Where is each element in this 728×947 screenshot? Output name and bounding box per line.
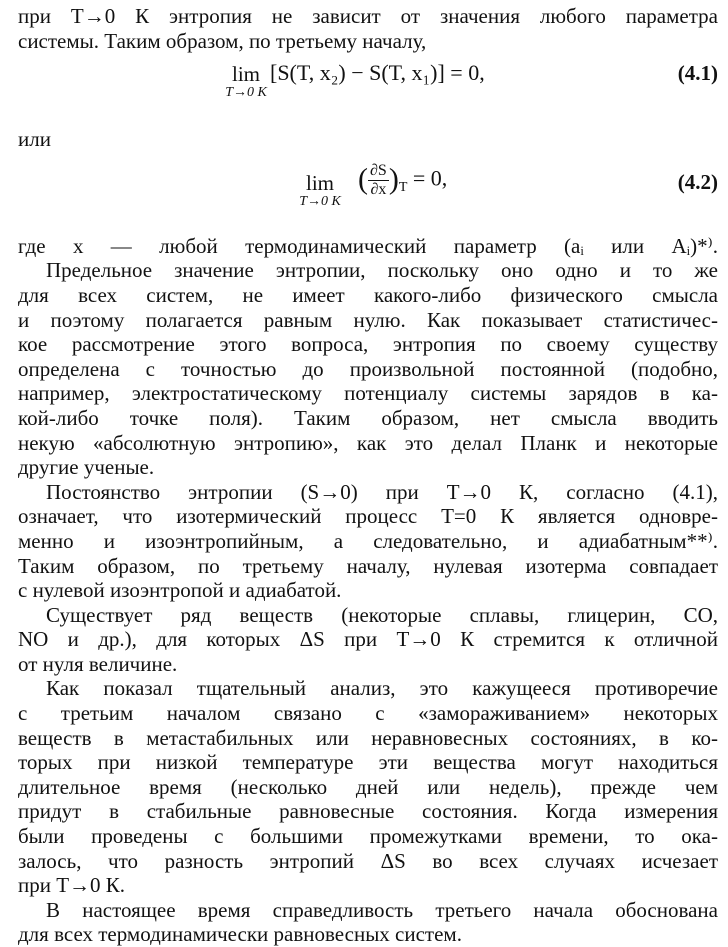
text-line: Существует ряд веществ (некоторые сплавы, глицерин, CO,: [46, 602, 718, 627]
formula-expression: ( $\frac{\partial S}{\partial x}$ )$_T = 0$,: [358, 161, 448, 198]
formula-4-1: [18, 53, 718, 127]
text-line: некую «абсолютную энтропию», как это делал Планк и некоторые: [18, 430, 718, 455]
text-line: от нуля величине.: [18, 651, 178, 676]
text-line: для всех термодинамически равновесных систем.: [18, 922, 462, 947]
text-line: с третьим началом связано с «замораживанием» некоторых: [18, 701, 718, 726]
text-line: Таким образом, по третьему началу, нулевая изотерма совпадает: [18, 553, 718, 578]
text-line: при T→0 К энтропия не зависит от значения любого параметра: [18, 4, 718, 28]
text-line: и поэтому полагается равным нулю. Как показывает статистичес-: [18, 307, 718, 332]
text-line: торых при низкой температуре эти вещества могут находиться: [18, 750, 718, 775]
equation-number: (4.1): [677, 61, 718, 86]
text-line: кое рассмотрение этого вопроса, энтропия по своему существу: [18, 332, 718, 357]
formula-4-2: [18, 152, 718, 234]
text-line: длительное время (несколько дней или недель), прежде чем: [18, 774, 718, 799]
document-page: [18, 4, 718, 947]
text-line: для всех систем, не имеет какого-либо физического смысла: [18, 282, 718, 307]
text-line: NO и др.), для которых ΔS при T→0 К стремится к отличной: [18, 627, 718, 652]
limit-operator: lim T→0 К: [225, 62, 267, 101]
text-line: менно и изоэнтропийным, а следовательно, и адиабатным**⁾.: [18, 528, 718, 553]
text-line: означает, что изотермический процесс T=0 К является одновре-: [18, 504, 718, 529]
text-line: Предельное значение энтропии, поскольку оно одно и то же: [46, 258, 718, 283]
text-line: другие ученые.: [18, 455, 155, 480]
paragraph: [18, 603, 718, 677]
text-line: залось, что разность энтропий ΔS во всех случаях исчезает: [18, 848, 718, 873]
text-line: или: [18, 127, 51, 152]
text-line: Как показал тщательный анализ, это кажущееся противоречие: [46, 676, 718, 701]
paragraph: [18, 480, 718, 603]
text-line: с нулевой изоэнтропой и адиабатой.: [18, 578, 342, 603]
partial-fraction: $\frac{\partial S}{\partial x}$: [370, 161, 387, 198]
formula-expression: [S(T, x₂) − S(T, x₁)] = 0,: [270, 60, 485, 86]
paragraph: [18, 258, 718, 479]
text-line: кой-либо точке поля). Таким образом, нет смысла вводить: [18, 405, 718, 430]
paragraph: [18, 898, 718, 947]
text-line: системы. Таким образом, по третьему началу,: [18, 28, 427, 53]
text-line: веществ в метастабильных или неравновесных состояниях, в ко-: [18, 725, 718, 750]
text-line: придут в стабильные равновесные состояния. Когда измерения: [18, 799, 718, 824]
text-line: где x — любой термодинамический параметр (aᵢ или Aᵢ)*⁾.: [18, 233, 718, 258]
text-line: Постоянство энтропии (S→0) при T→0 К, согласно (4.1),: [46, 479, 718, 504]
text-line: В настоящее время справедливость третьего начала обоснована: [46, 897, 718, 922]
equation-number: (4.2): [677, 169, 718, 194]
text-line: при T→0 К.: [18, 873, 126, 898]
text-line: например, электростатическому потенциалу системы зарядов в ка-: [18, 381, 718, 406]
limit-operator: lim T→0 К: [299, 170, 341, 209]
paragraph: [18, 676, 718, 897]
text-line: были проведены с большими промежутками времени, то ока-: [18, 824, 718, 849]
text-line: определена с точностью до произвольной постоянной (подобно,: [18, 356, 718, 381]
